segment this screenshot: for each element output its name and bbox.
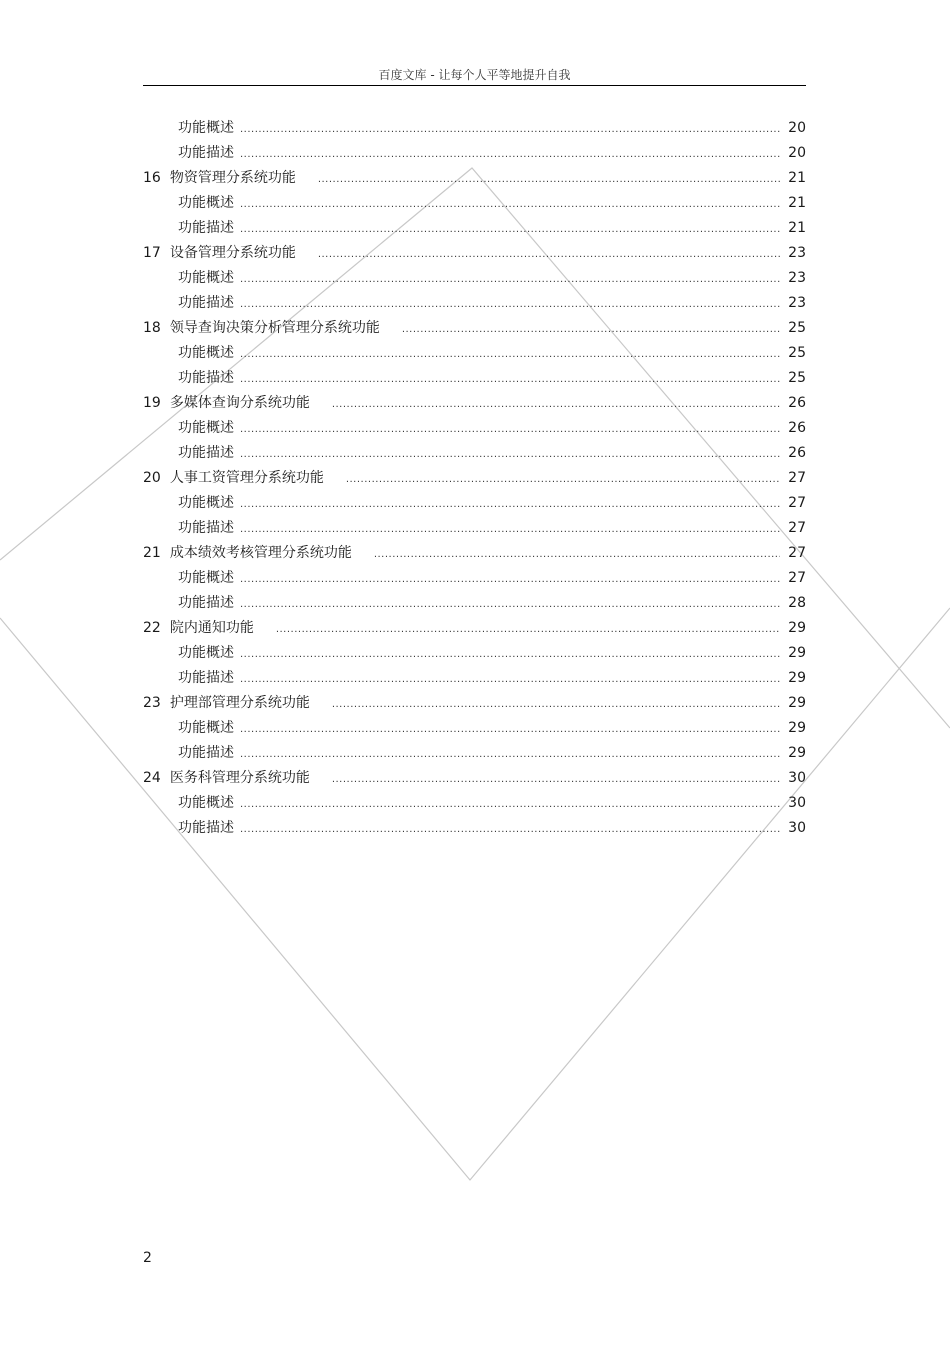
toc-leader-dots — [240, 492, 780, 517]
toc-entry-title: 功能概述 — [178, 420, 234, 436]
toc-entry-title: 功能概述 — [178, 570, 234, 586]
toc-entry-title: 院内通知功能 — [169, 620, 254, 636]
toc-entry[interactable] — [143, 741, 806, 766]
toc-entry-title: 功能描述 — [178, 295, 234, 311]
page-number: 2 — [143, 1250, 152, 1266]
toc-entry-title: 功能描述 — [178, 520, 234, 536]
toc-entry-title: 功能描述 — [178, 820, 234, 836]
toc-entry-number: 16 — [143, 170, 161, 186]
toc-entry[interactable] — [143, 691, 806, 716]
toc-entry[interactable] — [143, 591, 806, 616]
toc-leader-dots — [240, 742, 780, 767]
toc-entry-title: 多媒体查询分系统功能 — [169, 395, 310, 411]
toc-entry[interactable] — [143, 566, 806, 591]
toc-leader-dots — [240, 367, 780, 392]
toc-leader-dots — [240, 642, 780, 667]
toc-entry[interactable] — [143, 441, 806, 466]
toc-entry-page: 21 — [788, 170, 806, 186]
toc-entry-number: 23 — [143, 695, 161, 711]
toc-entry[interactable] — [143, 641, 806, 666]
toc-entry-page: 29 — [788, 670, 806, 686]
toc-entry-title: 物资管理分系统功能 — [169, 170, 296, 186]
toc-entry-page: 20 — [788, 120, 806, 136]
toc-entry-title: 功能概述 — [178, 120, 234, 136]
toc-entry-page: 29 — [788, 745, 806, 761]
toc-leader-dots — [240, 517, 780, 542]
toc-entry-title: 功能描述 — [178, 145, 234, 161]
toc-entry-title: 功能概述 — [178, 495, 234, 511]
toc-entry-title: 功能描述 — [178, 670, 234, 686]
toc-entry[interactable] — [143, 266, 806, 291]
toc-entry-page: 30 — [788, 770, 806, 786]
toc-entry[interactable] — [143, 191, 806, 216]
toc-entry-title: 功能描述 — [178, 445, 234, 461]
toc-leader-dots — [240, 592, 780, 617]
toc-entry[interactable] — [143, 466, 806, 491]
toc-leader-dots — [318, 242, 780, 267]
toc-entry[interactable] — [143, 791, 806, 816]
toc-entry-title: 护理部管理分系统功能 — [169, 695, 310, 711]
toc-entry-title: 设备管理分系统功能 — [169, 245, 296, 261]
toc-entry-page: 27 — [788, 520, 806, 536]
toc-entry[interactable] — [143, 216, 806, 241]
toc-entry[interactable] — [143, 666, 806, 691]
toc-leader-dots — [240, 567, 780, 592]
toc-entry-title: 功能概述 — [178, 720, 234, 736]
toc-entry[interactable] — [143, 766, 806, 791]
toc-entry[interactable] — [143, 241, 806, 266]
toc-entry-page: 27 — [788, 545, 806, 561]
toc-leader-dots — [240, 292, 780, 317]
toc-entry-title: 功能概述 — [178, 645, 234, 661]
toc-entry[interactable] — [143, 391, 806, 416]
toc-entry-title: 功能概述 — [178, 795, 234, 811]
toc-entry-title: 医务科管理分系统功能 — [169, 770, 310, 786]
toc-entry-number: 18 — [143, 320, 161, 336]
toc-entry-page: 26 — [788, 395, 806, 411]
toc-entry-page: 21 — [788, 195, 806, 211]
toc-entry-page: 29 — [788, 695, 806, 711]
toc-entry-page: 27 — [788, 570, 806, 586]
toc-entry-page: 26 — [788, 420, 806, 436]
toc-leader-dots — [240, 267, 780, 292]
toc-leader-dots — [240, 192, 780, 217]
toc-entry[interactable] — [143, 166, 806, 191]
page-header: 百度文库 - 让每个人平等地提升自我 — [143, 64, 806, 86]
toc-entry-title: 成本绩效考核管理分系统功能 — [169, 545, 352, 561]
toc-entry-title: 功能描述 — [178, 220, 234, 236]
toc-entry-page: 29 — [788, 645, 806, 661]
toc-entry-page: 23 — [788, 270, 806, 286]
toc-leader-dots — [276, 617, 780, 642]
toc-entry[interactable] — [143, 141, 806, 166]
toc-entry-title: 功能描述 — [178, 745, 234, 761]
toc-leader-dots — [346, 467, 780, 492]
toc-entry[interactable] — [143, 416, 806, 441]
toc-entry-title: 功能描述 — [178, 595, 234, 611]
toc-leader-dots — [240, 667, 780, 692]
toc-entry-page: 28 — [788, 595, 806, 611]
toc-entry-page: 20 — [788, 145, 806, 161]
toc-leader-dots — [332, 392, 780, 417]
toc-leader-dots — [240, 217, 780, 242]
toc-leader-dots — [240, 442, 780, 467]
toc-leader-dots — [402, 317, 780, 342]
toc-entry-page: 25 — [788, 370, 806, 386]
toc-entry[interactable] — [143, 716, 806, 741]
toc-entry-page: 29 — [788, 620, 806, 636]
toc-entry-page: 23 — [788, 295, 806, 311]
toc-leader-dots — [240, 417, 780, 442]
toc-entry-number: 24 — [143, 770, 161, 786]
toc-entry-page: 21 — [788, 220, 806, 236]
toc-entry[interactable] — [143, 291, 806, 316]
toc-entry-title: 功能概述 — [178, 345, 234, 361]
toc-entry[interactable] — [143, 366, 806, 391]
toc-leader-dots — [240, 792, 780, 817]
toc-entry[interactable] — [143, 616, 806, 641]
toc-entry-title: 功能概述 — [178, 270, 234, 286]
toc-entry-number: 20 — [143, 470, 161, 486]
toc-entry-page: 29 — [788, 720, 806, 736]
toc-leader-dots — [240, 342, 780, 367]
toc-entry-page: 27 — [788, 495, 806, 511]
toc-leader-dots — [374, 542, 780, 567]
toc-entry-page: 30 — [788, 795, 806, 811]
toc-leader-dots — [240, 717, 780, 742]
toc-entry-title: 功能概述 — [178, 195, 234, 211]
toc-leader-dots — [240, 142, 780, 167]
toc-entry-title: 人事工资管理分系统功能 — [169, 470, 324, 486]
toc-entry[interactable] — [143, 541, 806, 566]
toc-entry-page: 26 — [788, 445, 806, 461]
toc-entry[interactable] — [143, 816, 806, 841]
toc-entry[interactable] — [143, 341, 806, 366]
toc-entry[interactable] — [143, 116, 806, 141]
toc-leader-dots — [240, 117, 780, 142]
toc-entry-page: 30 — [788, 820, 806, 836]
toc-leader-dots — [240, 817, 780, 842]
toc-entry-page: 23 — [788, 245, 806, 261]
toc-entry-number: 17 — [143, 245, 161, 261]
toc-entry[interactable] — [143, 516, 806, 541]
toc-entry-page: 27 — [788, 470, 806, 486]
table-of-contents — [143, 116, 806, 841]
toc-leader-dots — [318, 167, 780, 192]
toc-entry-number: 19 — [143, 395, 161, 411]
toc-entry[interactable] — [143, 491, 806, 516]
toc-entry-number: 22 — [143, 620, 161, 636]
toc-entry-number: 21 — [143, 545, 161, 561]
toc-entry-page: 25 — [788, 320, 806, 336]
toc-entry-title: 领导查询决策分析管理分系统功能 — [169, 320, 380, 336]
toc-entry-page: 25 — [788, 345, 806, 361]
toc-leader-dots — [332, 767, 780, 792]
toc-leader-dots — [332, 692, 780, 717]
toc-entry-title: 功能描述 — [178, 370, 234, 386]
toc-entry[interactable] — [143, 316, 806, 341]
